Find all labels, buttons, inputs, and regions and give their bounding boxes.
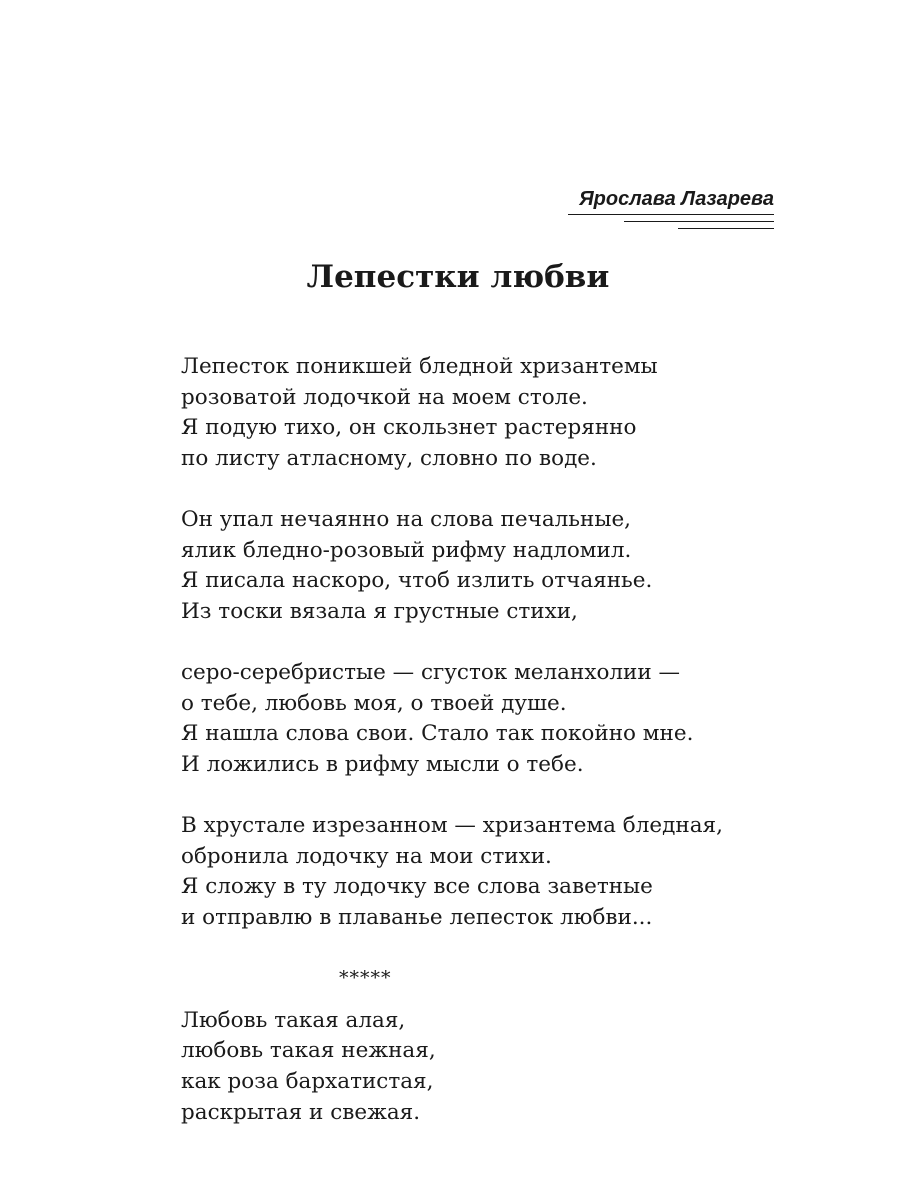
poem-line: Я писала наскоро, чтоб излить отчаянье.: [181, 568, 653, 594]
stanza: [181, 1006, 821, 1128]
poem-line: розоватой лодочкой на моем столе.: [181, 384, 588, 410]
poem-line: любовь такая нежная,: [181, 1038, 436, 1064]
poem-line: серо-серебристые — сгусток меланхолии —: [181, 659, 681, 685]
poem-line: Я сложу в ту лодочку все слова заветные: [181, 874, 653, 900]
poem-line: И ложились в рифму мысли о тебе.: [181, 751, 584, 777]
poem-title: Лепестки любви: [306, 259, 610, 295]
section-separator: *****: [339, 967, 392, 990]
stanza: [181, 505, 821, 627]
author-header: [568, 186, 774, 236]
stanza: [181, 352, 821, 474]
poem-line: ялик бледно-розовый рифму надломил.: [181, 537, 632, 563]
poem-body: [181, 352, 821, 1128]
stanza: [181, 658, 821, 780]
poem-line: раскрытая и свежая.: [181, 1099, 421, 1125]
stanza: [181, 811, 821, 933]
poem-line: Лепесток поникшей бледной хризантемы: [181, 354, 658, 379]
rule-line: [568, 214, 774, 215]
poem-line: Я нашла слова свои. Стало так покойно мне.: [181, 721, 694, 747]
poem-line: Я подую тихо, он скользнет растерянно: [181, 415, 637, 441]
poem-line: обронила лодочку на мои стихи.: [181, 843, 552, 869]
poem-line: о тебе, любовь моя, о твоей душе.: [181, 690, 567, 716]
author-name: Ярослава Лазарева: [579, 188, 774, 210]
rule-line: [624, 221, 774, 222]
poem-line: Он упал нечаянно на слова печальные,: [181, 506, 631, 532]
rule-line: [678, 228, 774, 229]
poem-line: и отправлю в плаванье лепесток любви...: [181, 904, 653, 930]
poem-line: по листу атласному, словно по воде.: [181, 445, 597, 471]
poem-line: Любовь такая алая,: [181, 1007, 406, 1033]
poem-line: как роза бархатистая,: [181, 1069, 434, 1095]
decorative-rules: [568, 212, 774, 236]
poem-line: Из тоски вязала я грустные стихи,: [181, 598, 578, 624]
poem-line: В хрустале изрезанном — хризантема бледная,: [181, 812, 723, 838]
